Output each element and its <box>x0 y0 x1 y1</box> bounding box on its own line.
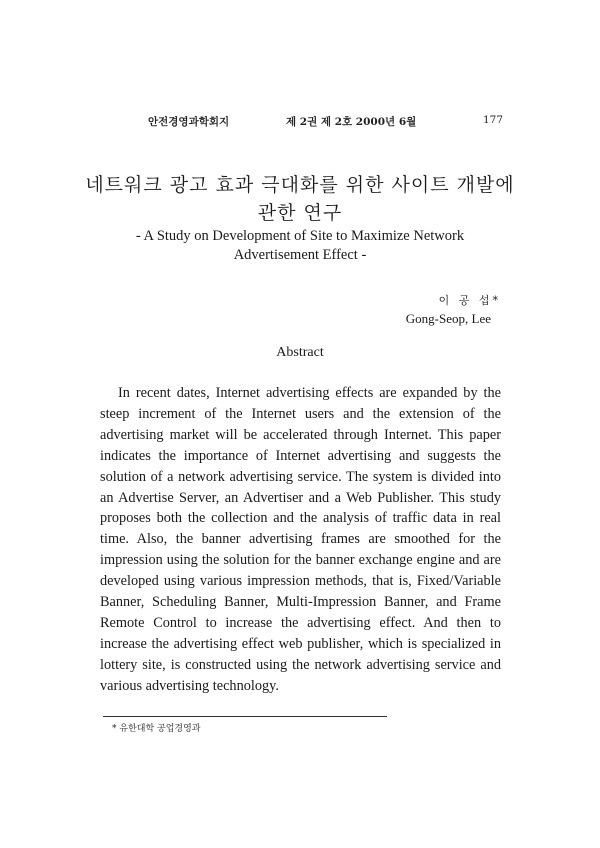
author-english: Gong-Seop, Lee <box>405 311 491 326</box>
author-korean: 이 공 섭* <box>438 294 501 307</box>
korean-title <box>80 171 520 227</box>
affiliation-footnote: * 유한대학 공업경영과 <box>112 724 201 734</box>
footnote-divider <box>103 716 387 717</box>
abstract-heading: Abstract <box>276 345 324 360</box>
english-title <box>80 227 520 265</box>
english-title-line-2: Advertisement Effect - <box>233 247 367 263</box>
issue-info: 제 2권 제 2호 2000년 6월 <box>286 116 417 128</box>
journal-name: 안전경영과학회지 <box>148 116 230 128</box>
korean-title-line-2: 관한 연구 <box>257 202 343 224</box>
page-number: 177 <box>483 114 504 126</box>
english-title-line-1: - A Study on Development of Site to Maximize Network <box>135 228 465 244</box>
abstract-body: In recent dates, Internet advertising effects are expanded by the steep increment of the Internet users and the extension of the advertising market will be accelerated through Internet. This paper indicates the importance of Internet advertising and suggests the solution of a network advertising service. The system is divided into an Advertise Server, an Advertiser and a Web Publisher. This study proposes both the collection and the analysis of traffic data in real time. Also, the banner advertising frames are smoothed for the impression using the solution for the banner exchange engine and are developed using various impression methods, that is, Fixed/Variable Banner, Scheduling Banner, Multi-Impression Banner, and Frame Remote Control to increase the advertising effect. And then to increase the advertising effect web publisher, which is specialized in lottery site, is constructed using the network advertising service and various advertising technology. <box>100 385 501 694</box>
korean-title-line-1: 네트워크 광고 효과 극대화를 위한 사이트 개발에 <box>85 174 515 196</box>
